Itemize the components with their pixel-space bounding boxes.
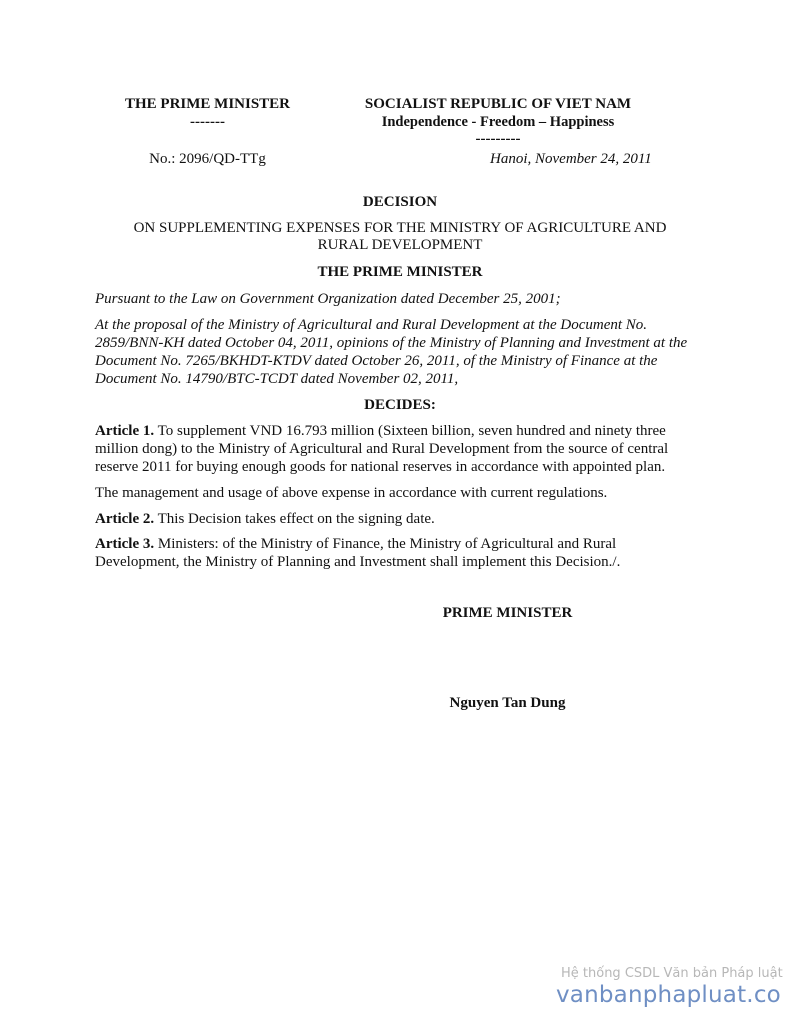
article-1	[95, 422, 700, 476]
document-type: DECISION	[362, 194, 438, 210]
republic-name: SOCIALIST REPUBLIC OF VIET NAM	[364, 96, 632, 112]
decides-heading: DECIDES:	[364, 397, 436, 413]
article-1-note-text: The management and usage of above expense in accordance with current regulations.	[95, 485, 608, 501]
place-and-date: Hanoi, November 24, 2011	[490, 151, 652, 167]
preamble-proposal: At the proposal of the Ministry of Agricultural and Rural Development at the Document No. 2859/BNN-KH dated October 04, 2011, opinions of the Ministry of Planning and Investment at the Document No. 7265/BKHDT-KTDV dated October 26, 2011, of the Ministry of Finance at the Document No. 14790/BTC-TCDT dated November 02, 2011,	[95, 317, 688, 387]
national-motto: Independence - Freedom – Happiness	[381, 114, 615, 130]
issuer-heading: THE PRIME MINISTER	[317, 264, 483, 280]
article-2-text: This Decision takes effect on the signing date.	[154, 511, 435, 527]
article-2-label: Article 2.	[95, 511, 155, 527]
authority-name: THE PRIME MINISTER	[124, 96, 291, 112]
document-subject: ON SUPPLEMENTING EXPENSES FOR THE MINISTRY OF AGRICULTURE AND RURAL DEVELOPMENT	[133, 220, 667, 253]
article-1-note	[95, 484, 700, 502]
motto-separator: ---------	[475, 131, 521, 147]
watermark-site[interactable]: vanbanphapluat.co	[556, 982, 781, 1008]
article-3-text: Ministers: of the Ministry of Finance, the Ministry of Agricultural and Rural Development, the Ministry of Planning and Investment shall implement this Decision./.	[95, 536, 621, 570]
signer-name: Nguyen Tan Dung	[449, 695, 566, 711]
signature-title: PRIME MINISTER	[442, 605, 573, 621]
authority-separator: -------	[190, 114, 225, 130]
article-2	[95, 510, 700, 528]
document-number: No.: 2096/QD-TTg	[149, 151, 266, 167]
article-3-label: Article 3.	[95, 536, 155, 552]
preamble-law: Pursuant to the Law on Government Organization dated December 25, 2001;	[95, 291, 561, 307]
article-1-text: To supplement VND 16.793 million (Sixteen billion, seven hundred and ninety three million dong) to the Ministry of Agricultural and Rural Development from the source of central reserve 2011 for buying enough goods for national reserves in accordance with appointed plan.	[95, 423, 669, 475]
article-3	[95, 535, 700, 571]
article-1-label: Article 1.	[95, 423, 155, 439]
watermark-caption: Hệ thống CSDL Văn bản Pháp luật	[561, 966, 783, 981]
